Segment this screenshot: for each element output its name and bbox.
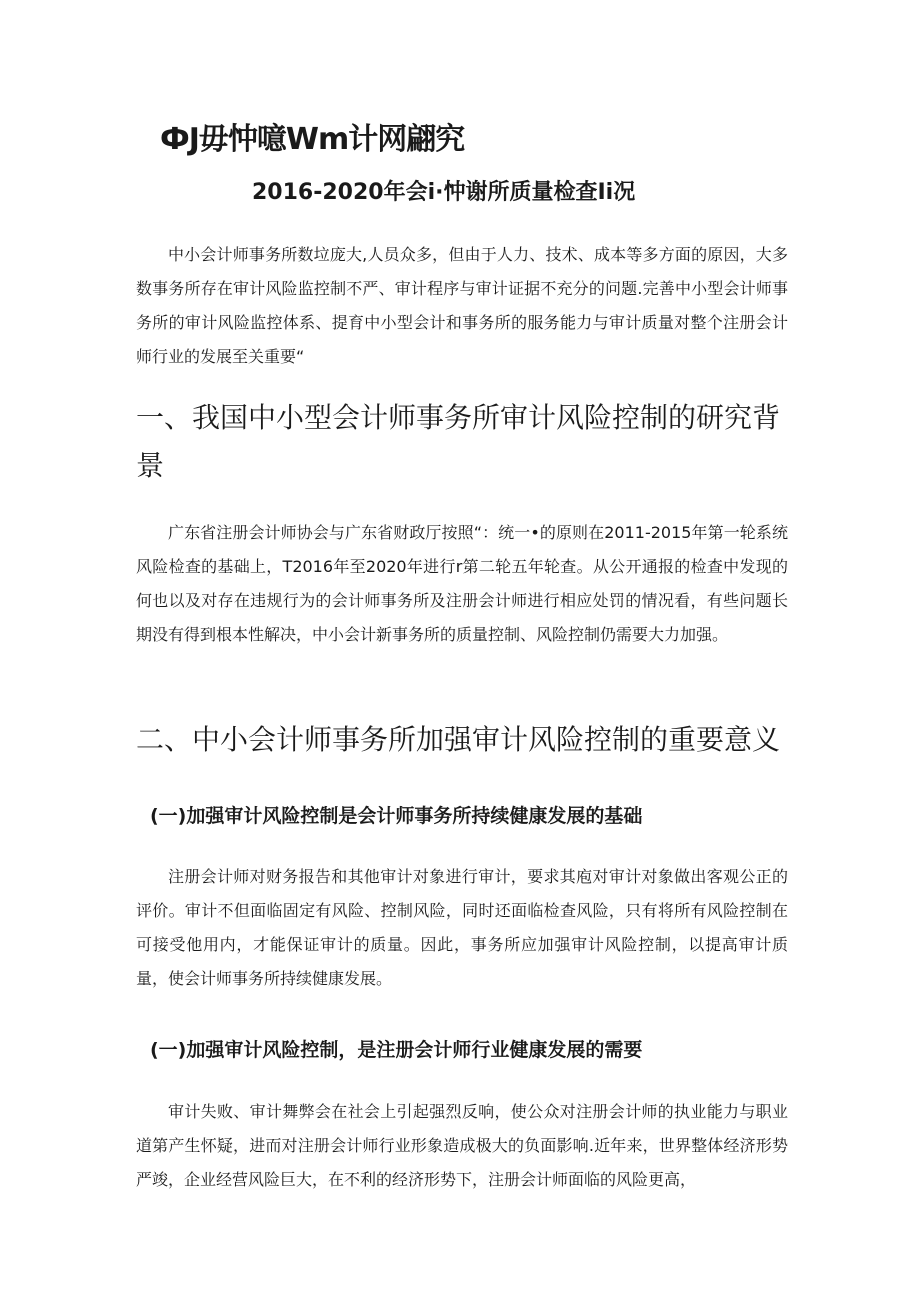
subsection-2-heading: (一)加强审计风险控制，是注册会计师行业健康发展的需要 xyxy=(150,1039,643,1061)
subsection-1-heading: (一)加强审计风险控制是会计师事务所持续健康发展的基础 xyxy=(150,805,643,827)
subsection-2-paragraph: 审计失败、审计舞弊会在社会上引起强烈反响，使公众对注册会计师的执业能力与职业道第产生怀疑，进而对注册会计师行业形象造成极大的负面影响.近年来，世界整体经济形势严竣，企业经营风险巨大，在不利的经济形势下，注册会计师面临的风险更高， xyxy=(136,1102,788,1189)
section-1-heading: 一、我国中小型会计师事务所审计风险控制的研究背景 xyxy=(136,401,781,482)
intro-paragraph: 中小会计师事务所数垃庞大,人员众多，但由于人力、技术、成本等多方面的原因，大多数事务所存在审计风险监控制不严、审计程序与审计证据不充分的问题.完善中小型会计师事务所的审计风险监控体系、提育中小型会计和事务所的服务能力与审计质量对整个注册会计师行业的发展至关重要“ xyxy=(136,245,788,366)
document-subtitle: 2016-2020年会i·忡谢所质量检查Ii况 xyxy=(252,180,636,205)
subsection-1-paragraph: 注册会计师对财务报告和其他审计对象进行审计，要求其庖对审计对象做出客观公正的评价。审计不但面临固定有风险、控制风险，同时还面临检查风险，只有将所有风险控制在可接受他用内，才能保证审计的质量。因此，事务所应加强审计风险控制，以提高审计质量，使会计师事务所持续健康发展。 xyxy=(136,867,788,988)
document-title: ФJ毋忡噫Wm计网翩究 xyxy=(160,122,465,157)
section-2-heading: 二、中小会计师事务所加强审计风险控制的重要意义 xyxy=(136,723,781,756)
section-1-paragraph: 广东省注册会计师协会与广东省财政厅按照“：统一•的原则在2011-2015年第一轮系统风险检查的基础上，T2016年至2020年进行r第二轮五年轮查。从公开通报的检查中发现的何也以及对存在违规行为的会计师事务所及注册会计师进行相应处罚的情况看，有些问题长期没有得到根本性解决，中小会计新事务所的质量控制、风险控制仍需要大力加强。 xyxy=(136,523,788,644)
